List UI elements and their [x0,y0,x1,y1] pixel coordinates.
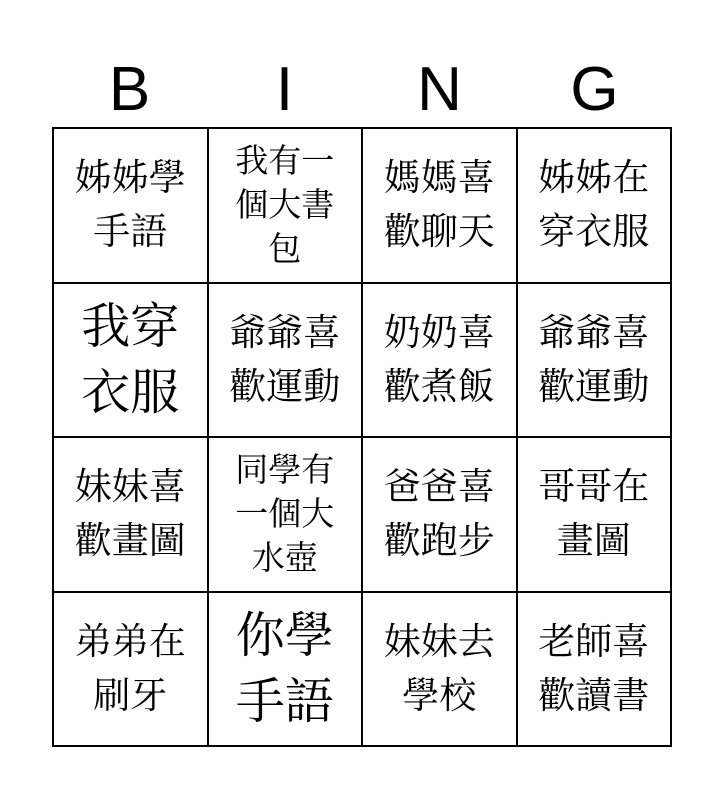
bingo-cell[interactable] [363,284,518,439]
bingo-grid [52,127,672,747]
header-letter-g: G [570,55,619,124]
bingo-cell[interactable] [54,593,209,748]
header-letter-n: N [417,55,462,124]
cell-text: 我有一個大書包 [235,141,335,269]
bingo-cell[interactable] [54,284,209,439]
cell-text: 老師喜歡讀書 [538,619,650,717]
header-letter-b: B [108,55,151,124]
bingo-cell[interactable] [209,438,364,593]
bingo-cell[interactable] [518,284,673,439]
cell-text: 爺爺喜歡運動 [229,310,341,408]
cell-text: 爺爺喜歡運動 [538,310,650,408]
bingo-cell[interactable] [518,129,673,284]
bingo-cell[interactable] [363,129,518,284]
cell-text: 你學手語 [235,606,334,730]
cell-text: 媽媽喜歡聊天 [383,156,495,254]
bingo-cell[interactable] [209,129,364,284]
bingo-cell[interactable] [518,593,673,748]
cell-text: 妹妹去學校 [383,619,495,717]
header-letter-i: I [275,55,294,124]
bingo-cell[interactable] [363,593,518,748]
cell-text: 哥哥在畫圖 [538,465,650,563]
cell-text: 姊姊學手語 [74,156,186,254]
cell-text: 妹妹喜歡畫圖 [74,465,186,563]
bingo-cell[interactable] [518,438,673,593]
cell-text: 姊姊在穿衣服 [538,156,650,254]
bingo-cell[interactable] [54,438,209,593]
bingo-cell[interactable] [363,438,518,593]
bingo-header [52,52,672,128]
cell-text: 同學有一個大水壺 [235,450,335,578]
cell-text: 我穿衣服 [81,297,180,421]
bingo-cell[interactable] [209,284,364,439]
bingo-cell[interactable] [54,129,209,284]
bingo-cell[interactable] [209,593,364,748]
cell-text: 爸爸喜歡跑步 [383,465,495,563]
cell-text: 弟弟在刷牙 [74,619,186,717]
cell-text: 奶奶喜歡煮飯 [383,310,495,408]
